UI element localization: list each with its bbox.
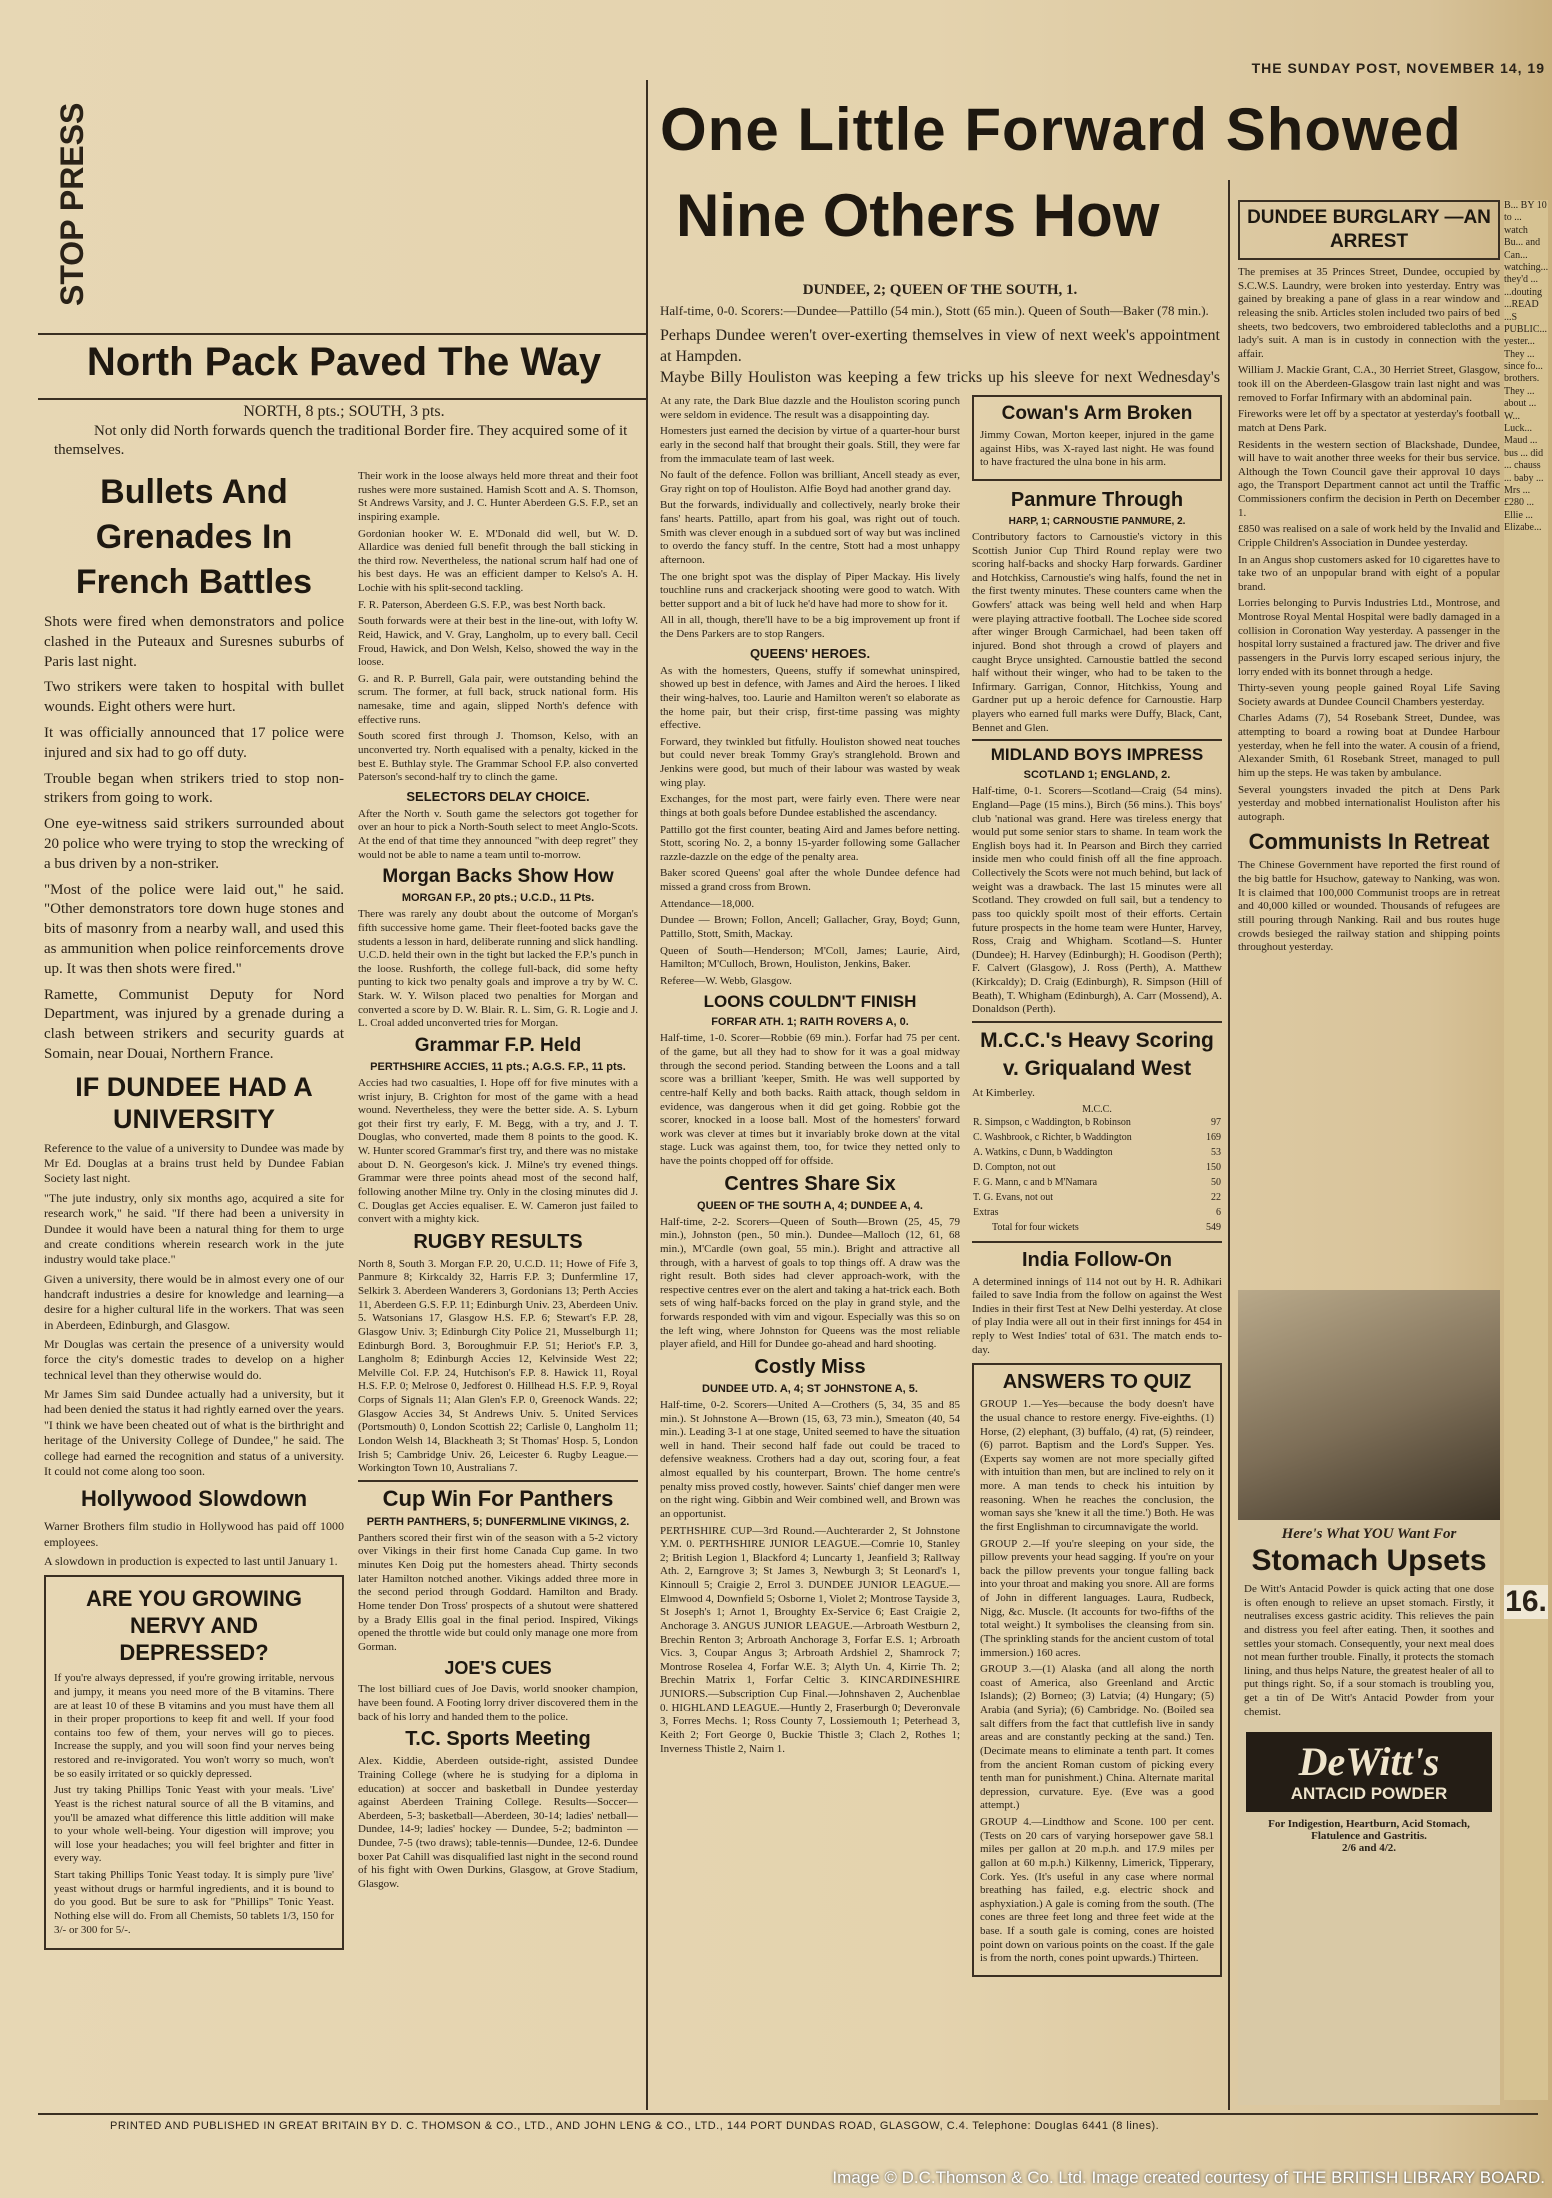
sports-column	[972, 395, 1222, 2110]
hollywood-body	[44, 1519, 344, 1569]
left-column	[44, 470, 344, 2105]
side-price: 16.	[1505, 1585, 1547, 1618]
mcc-batsman: A. Watkins, c Dunn, b Waddington	[973, 1146, 1113, 1158]
masthead	[1050, 60, 1545, 82]
cowan-text: Jimmy Cowan, Morton keeper, injured in the game against Hibs, was X-rayed last night. He was found to have fractured the ulna bone in his arm.	[980, 429, 1214, 469]
right-column	[1238, 200, 1500, 1270]
mcc-runs: 6	[1216, 1206, 1221, 1218]
paragraph: All in all, though, there'll have to be a big improvement up front if the Dens Parkers are to stop Rangers.	[660, 614, 960, 640]
match-report-column	[660, 395, 960, 2110]
mcc-batsman-row	[972, 1190, 1222, 1205]
mcc-batsman-row	[972, 1115, 1222, 1130]
mcc-batsman-row	[972, 1130, 1222, 1145]
dewitts-advert	[1238, 1290, 1500, 2105]
tc-text: Alex. Kiddie, Aberdeen outside-right, assisted Dundee Training College (where he is studying for a diploma in education) at soccer and basketball in Dundee yesterday against Aberdeen Training College. Results—Soccer—Aberdeen, 5-3; basketball—Aberdeen, 30-14; ladies' netball—Dundee, 14-9; ladies' hockey — Dundee, 5-2; badminton — Dundee, 7-5 (two draws); table-tennis—Dundee, 12-6. Dundee boxer Pat Cahill was disqualified last night in the second round of his fight with Owen Durkins, Glasgow, at Grove Stadium, Glasgow.	[358, 1755, 638, 1890]
paragraph: No fault of the defence. Follon was brilliant, Ancell steady as ever, Gray right on top of Houliston. Alfie Boyd had another grand day.	[660, 469, 960, 495]
paragraph: "The jute industry, only six months ago, acquired a site for research work," he said. "If there had been a university in Dundee it would have been a natural thing for them to urge and create conditions wherein research work in the jute industry would take place."	[44, 1190, 344, 1267]
panmure-headline: Panmure Through	[1010, 488, 1184, 511]
paragraph: One eye-witness said strikers surrounded about 20 police who were trying to stop the wrecking of a bus driven by a non-striker.	[44, 816, 344, 872]
mcc-place-text: At Kimberley.	[972, 1086, 1035, 1099]
paragraph: The premises at 35 Princes Street, Dundee, occupied by S.C.W.S. Laundry, were broken into yesterday. Entry was gained by breaking a pane of glass in a rear window and releasing the snib. Articles stolen included two pairs of bed sheets, two bedcovers, two embroidered tablecloths and a lady's suit. A man is in custody in connection with the affair.	[1238, 266, 1500, 360]
north-pack-score: NORTH, 8 pts.; SOUTH, 3 pts.	[243, 403, 445, 420]
paragraph: If you're always depressed, if you're growing irritable, nervous and jumpy, it means you need more of the B vitamins. There are at least 10 of these B vitamins and you must have them all in their proper proportions to keep fit and well. If your food contains too few of them, your nerves will go to pieces. Increase the supply, and you will soon find your nerves being restored and re-invigorated. You won't worry so much, won't be so easily irritated or so quickly depressed.	[54, 1672, 334, 1780]
yeast-advert	[44, 1575, 344, 1950]
paragraph: Perhaps Dundee weren't over-exerting themselves in view of next week's appointment at Hampden.	[660, 327, 1220, 366]
match-report	[660, 395, 960, 642]
mcc-batsman: T. G. Evans, not out	[973, 1191, 1054, 1203]
paragraph: Mr James Sim said Dundee actually had a university, but it had been denied the status it had rightly earned over the years. "I think we have been cheated out of what is the birthright and heritage of the University College of Dundee," he said. The college had earned the recognition and status of a university. It could not come along too soon.	[44, 1387, 344, 1478]
burglary-box	[1238, 200, 1500, 260]
paragraph: G. and R. P. Burrell, Gala pair, were outstanding behind the scrum. The former, at full back, struck national form. His namesake, time and again, slipped North's defence with effective runs.	[358, 672, 638, 726]
selectors-subhead: SELECTORS DELAY CHOICE.	[406, 788, 590, 804]
advert-photo	[1238, 1290, 1500, 1520]
paragraph: In an Angus shop customers asked for 10 cigarettes have to take two of an unpopular brand with eight of a popular brand.	[1238, 553, 1500, 593]
mcc-runs: 97	[1211, 1116, 1221, 1128]
mcc-batsman: C. Washbrook, c Richter, b Waddington	[973, 1131, 1132, 1143]
mcc-runs: 150	[1206, 1161, 1221, 1173]
cues-headline: JOE'S CUES	[444, 1658, 552, 1679]
mcc-batsman: F. G. Mann, c and b M'Namara	[973, 1176, 1098, 1188]
costly-score: DUNDEE UTD. A, 4; ST JOHNSTONE A, 5.	[702, 1382, 918, 1395]
rule	[38, 2113, 1538, 2115]
panmure-text: Contributory factors to Carnoustie's victory in this Scottish Junior Cup Third Round replay were two scoring half-backs and shocky Harp forwards. Gardiner and Hotchkiss, Carnoustie's wing halfs, found the net in the first twenty minutes. These counters came when the Gowfers' attack was being well held and when Harp were playing attractive football. The Lochee side scored after winger Brough Carmichael, had been taken off injured. Bond shot through a crowd of players and caught Bryce unsighted. Carnoustie battled the second half without their winger, who had to be taken to the Infirmary. Garrigan, Connor, Hitchkiss, Young and Gardner put up a heroic defence for Carnoustie. Harp players who earned full marks were Duffy, Black, Cant, Bennet and Glen.	[972, 530, 1222, 734]
paragraph: Just try taking Phillips Tonic Yeast with your meals. 'Live' Yeast is the richest natural source of all the B vitamins, and you'll be amazed what difference this little addition will make to your whole well-being. Your digestion will improve; you will lose your headaches; you will feel brighter and fitter in every way.	[54, 1784, 334, 1865]
paragraph: GROUP 2.—If you're sleeping on your side, the pillow prevents your head sagging. If you're on your back the pillow prevents your tongue falling back into your throat and making you snore. All are forms of John in different languages. Laura, Rudbeck, Nigg, &c. Muscle. (It accounts for two-fifths of the total weight.) It symbolises the cleansing from sin. (The sprinkling stands for the ancient custom of total immersion.) 160 acres.	[980, 1537, 1214, 1659]
university-body	[44, 1141, 344, 1480]
footer: PRINTED AND PUBLISHED IN GREAT BRITAIN BY D. C. THOMSON & CO., LTD., AND JOHN LENG & CO., LTD., 144 PORT DUNDAS ROAD, GLASGOW, C.4. Telephone: Douglas 6441 (8 lines).	[110, 2120, 1160, 2132]
midland-score: SCOTLAND 1; ENGLAND, 2.	[1023, 769, 1171, 782]
rule	[38, 333, 646, 335]
mcc-batsman: Extras	[973, 1206, 999, 1218]
paragraph: South scored first through J. Thomson, Kelso, with an unconverted try. North equalised with a penalty, kicked in the best E. Buthlay style. The Grammar School F.P. also converted Paterson's second-half try to clinch the game.	[358, 730, 638, 784]
mcc-runs: 53	[1211, 1146, 1221, 1158]
paragraph: Several youngsters invaded the pitch at Dens Park yesterday and mobbed internationalist Houliston after his autograph.	[1238, 783, 1500, 823]
main-headline-line1: One Little Forward Showed	[660, 96, 1462, 163]
midland-text: Half-time, 0-1. Scorers—Scotland—Craig (54 mins). England—Page (15 mins.), Birch (56 mins.). This boys' club 'national was grand. Here was tireless energy that would put some senior stars to shame. In team work the English boys had it. In Pearson and Birch they carried inside men who could finish off all the fine approach. Collectively the Scots were not much behind, but lack of weight was a drawback. The last 15 minutes were all Scotland. They crowded on full sail, but a tendency to pass too quickly spoilt most of their efforts. Certain future prospects in the home team were Hunter, Harvey, Ross, Craig and Whigham. Scotland—S. Hunter (Dundee); H. Harvey (Edinburgh); H. Goodison (Perth); F. Calvert (Glasgow), J. Ross (Perth), A. Matthew (Kirkcaldy); D. Craig (Edinburgh), R. Simpson (Hill of Beath), T. Whigham (Edinburgh), A. Carr (Mossend), A. Donaldson (Perth).	[972, 785, 1222, 1016]
paragraph: Thirty-seven young people gained Royal Life Saving Society awards at Dundee Council Chambers yesterday.	[1238, 682, 1500, 708]
mcc-total-value: 549	[1206, 1221, 1221, 1233]
paragraph: Reference to the value of a university to Dundee was made by Mr Ed. Douglas at a brains trust held by Dundee Fabian Society last night.	[44, 1140, 344, 1186]
burglary-headline: DUNDEE BURGLARY —AN ARREST	[1247, 207, 1491, 252]
paragraph: F. R. Paterson, Aberdeen G.S. F.P., was best North back.	[358, 598, 606, 611]
communists-headline: Communists In Retreat	[1248, 829, 1490, 855]
panmure-score: HARP, 1; CARNOUSTIE PANMURE, 2.	[1008, 515, 1186, 527]
mcc-place	[972, 1087, 1222, 1101]
match-report-2	[660, 665, 960, 989]
stop-press-label: STOP PRESS	[54, 102, 90, 306]
centres-headline: Centres Share Six	[724, 1172, 896, 1195]
column-rule	[646, 80, 648, 2110]
grammar-score: PERTHSHIRE ACCIES, 11 pts.; A.G.S. F.P., 11 pts.	[370, 1060, 626, 1073]
paragraph: Referee—W. Webb, Glasgow.	[660, 974, 792, 987]
paragraph: Dundee — Brown; Follon, Ancell; Gallacher, Gray, Boyd; Gunn, Pattillo, Stott, Smith, Mackay.	[660, 914, 960, 940]
midland-headline: MIDLAND BOYS IMPRESS	[990, 745, 1204, 765]
edge-strip	[1504, 200, 1548, 2100]
mcc-total-label: Total for four wickets	[992, 1221, 1079, 1233]
mcc-team: M.C.C.	[1082, 1103, 1112, 1115]
quiz-body	[980, 1398, 1214, 1966]
paragraph: Baker scored Queens' goal after the whole Dundee defence had missed a grand cross from Brown.	[660, 867, 960, 893]
dewitts-text: De Witt's Antacid Powder is quick acting that one dose is often enough to relieve an upset stomach. Firstly, it neutralises excess gastric acidity. This relieves the pain and distress you feel after eating. Then, it soothes and settles your stomach. Consequently, your next meal does not mean further trouble. Finally, it protects the stomach lining, and thus helps Nature, the greatest healer of all to put things right. So, if a sour stomach is troubling you, get a tin of De Witt's Antacid Powder from your chemist.	[1244, 1583, 1494, 1718]
main-headline-line2: Nine Others How	[676, 182, 1160, 249]
paragraph: Exchanges, for the most part, were fairly even. There were near things at both goals before Dundee established the ascendancy.	[660, 793, 960, 819]
india-text: A determined innings of 114 not out by H. R. Adhikari failed to save India from the follow on against the West Indies in their first Test at New Delhi yesterday. At close of play India were all out in their first innings for 454 in reply to West Indies' total of 631. The match ends to-day.	[972, 1275, 1222, 1356]
rugby-column	[358, 470, 638, 2110]
paragraph: Gordonian hooker W. E. M'Donald did well, but W. D. Allardice was denied full benefit through the ball sticking in the third row. Nevertheless, the national scrum half had one of his best days. He was an efficient damper to Kelso's A. H. Lochie with his split-second tackling.	[358, 527, 638, 594]
right-body	[1238, 266, 1500, 824]
panthers-score: PERTH PANTHERS, 5; DUNFERMLINE VIKINGS, 2.	[366, 1515, 630, 1528]
paragraph: Attendance—18,000.	[660, 897, 755, 910]
paragraph: Their work in the loose always held more threat and their foot rushes were more sustained. Hamish Scott and A. S. Thomson, St Andrews Varsity, and J. C. Hunter Aberdeen G.S. F.P., set an inspiring example.	[358, 470, 638, 523]
india-headline: India Follow-On	[1022, 1248, 1172, 1271]
paragraph: £850 was realised on a sale of work held by the Invalid and Cripple Children's Association in Dundee yesterday.	[1238, 523, 1500, 549]
paragraph: The one bright spot was the display of Piper Mackay. His lively touchline runs and crackerjack shooting were good to watch. With better support and a bit of luck he'd have had more to show for it.	[660, 570, 960, 610]
north-pack-continued	[358, 470, 638, 785]
yeast-body	[54, 1672, 334, 1937]
dewitts-body	[1238, 1579, 1500, 1726]
centres-score: QUEEN OF THE SOUTH A, 4; DUNDEE A, 4.	[697, 1199, 923, 1212]
paragraph: GROUP 1.—Yes—because the body doesn't have the usual chance to restore energy. Five-eighths. (1) Horse, (2) elephant, (3) buffalo, (4) rat, (5) reindeer, (6) parrot. Baptism and the Lord's Supper. Yes. (Experts say women are not more specially gifted with intuition than men, but are inclined to rely on it more. A man tends to check his intuition by reasoning. When he reaches the conclusion, the woman says she 'knew it all the time.') Both. He was the first Englishman to circumnavigate the world.	[980, 1398, 1214, 1533]
mcc-batsman: D. Compton, not out	[973, 1161, 1056, 1173]
mcc-batsman-row	[972, 1205, 1222, 1220]
paragraph: Two strikers were taken to hospital with bullet wounds. Eight others were hurt.	[44, 679, 344, 716]
paragraph: GROUP 4.—Lindthow and Scone. 100 per cent. (Tests on 20 cars of varying horsepower gave 58.1 miles per gallon at 20 m.p.h. and 17.9 miles per gallon at 60 m.p.h.) Kilkenny, Limerick, Tipperary, Cork. Yes. (It's useful in any case where normal breathing has failed, e.g. electric shock and asphyxiation.) A gale is coming from the south. (The cones are three feet long and three feet wide at the base. If a south gale is coming, cones are hoisted point down on various points on the coast. If the gale is from the north, cones point upwards.) Thirteen.	[980, 1816, 1214, 1965]
paragraph: Shots were fired when demonstrators and police clashed in the Puteaux and Suresnes suburbs of Paris last night.	[44, 614, 344, 670]
cowan-box	[972, 395, 1222, 481]
quiz-headline: ANSWERS TO QUIZ	[1002, 1371, 1192, 1394]
paragraph: It was officially announced that 17 police were injured and six had to go off duty.	[44, 724, 344, 761]
paragraph: Homesters just earned the decision by virtue of a quarter-hour burst early in the second half that brought their goals. Still, they were far from the immaculate team of last week.	[660, 425, 960, 465]
quiz-box	[972, 1363, 1222, 1977]
mcc-total-row	[972, 1220, 1222, 1235]
paragraph: As with the homesters, Queens, stuffy if somewhat uninspired, showed up best in defence, with James and Aird the heroes. I liked their wing-halves, too. Laurie and Hamilton weren't so elaborate as the home pair, but their crisp, first-time passing was mighty effective.	[660, 664, 960, 732]
mcc-headline: M.C.C.'s Heavy Scoring v. Griqualand West	[980, 1028, 1214, 1080]
paragraph: South forwards were at their best in the line-out, with lofty W. Reid, Hawick, and V. Gray, Langholm, up to every ball. Cecil Froud, Hawick, and Don Welsh, Kelso, showed the way in the loose.	[358, 615, 638, 669]
dewitts-pack	[1246, 1732, 1492, 1812]
costly-headline: Costly Miss	[754, 1355, 866, 1378]
grammar-headline: Grammar F.P. Held	[414, 1034, 582, 1056]
paragraph: Queen of South—Henderson; M'Coll, James; Laurie, Aird, Hamilton; M'Culloch, Brown, Houliston, Jenkins, Baker.	[660, 944, 960, 971]
morgan-text: There was rarely any doubt about the outcome of Morgan's fifth successive home game. Their fleet-footed backs gave the students a lesson in hard, deliberate running and slick handling. U.C.D. held their own in the tight but lacked the F.P.'s punch in the loose. Rushforth, the college full-back, did some hefty punting to kick two penalty goals and improve a try by W. C. Stark. W. Y. Wilson placed two penalties for Morgan and converted a score by D. W. Blair. R. L. Sim, G. R. Logie and J. L. Croal added unconverted tries for Morgan.	[358, 908, 638, 1030]
dewitts-price: 2/6 and 4/2.	[1341, 1842, 1397, 1855]
mcc-batsman-row	[972, 1175, 1222, 1190]
main-score: DUNDEE, 2; QUEEN OF THE SOUTH, 1.	[802, 282, 1078, 298]
north-pack-lead: Not only did North forwards quench the traditional Border fire. They acquired some of it themselves.	[54, 423, 628, 458]
communists-text: The Chinese Government have reported the first round of the big battle for Hsuchow, gateway to Nanking, was won. It is claimed that 100,000 Communist troops are in retreat and 40,000 killed or wounded. Thousands of refugees are still pouring through Nanking. Rail and bus routes huge crowds besieged the railway station and shipping points throughout yesterday.	[1238, 859, 1500, 954]
mcc-runs: 169	[1206, 1131, 1221, 1143]
paragraph: GROUP 3.—(1) Alaska (and all along the north coast of America, also Greenland and Arctic Islands); (2) Borneo; (3) Latvia; (4) Hungary; (5) Arabia (and Syria); (6) Cambridge. No. (Boiled sea salt differs from the fact that cuttlefish live in sandy areas and are constantly pecking at the sand.) Ten. (Decimate means to eliminate a tenth part. It comes from the ancient Roman custom of picking every tenth man for punishment.) China. Alternate marital depression, curvature. Eye. (Eve was a good attempt.)	[980, 1663, 1214, 1812]
north-pack-headline: North Pack Paved The Way	[86, 340, 602, 384]
paragraph: At any rate, the Dark Blue dazzle and the Houliston scoring punch were seldom in evidence. The result was a disappointing day.	[660, 395, 960, 421]
paragraph: Lorries belonging to Purvis Industries Ltd., Montrose, and Montrose Royal Mental Hospital were badly damaged in a collision in Coronation Way yesterday. A passenger in the hospital lorry sustained a fractured jaw. The driver and five passengers in the Purvis lorry escaped serious injury, the lorry ended with its bonnet through a hedge.	[1238, 597, 1500, 678]
credit-line: Image © D.C.Thomson & Co. Ltd. Image created courtesy of THE BRITISH LIBRARY BOARD.	[832, 2168, 1545, 2187]
bullets-headline: Bullets And Grenades In French Battles	[75, 473, 313, 601]
yeast-headline: ARE YOU GROWING NERVY AND DEPRESSED?	[86, 1586, 302, 1666]
loons-text: Half-time, 1-0. Scorer—Robbie (69 min.). Forfar had 75 per cent. of the game, but all they had to show for it was a goal midway through the second period. Standing between the Loons and a tall score was a brilliant 'keeper, Smith. He was well supported by centre-half Kelly and both backs. Raith attack, though seldom in evidence, was dangerous when it did get going. Robbie got the scorer, knocked in a loose ball. Most of the homesters' forward work was clever at times but it invariably broke down at the vital stage. Luck was against them, too, for twice they netted only to have the points chopped off for offside.	[660, 1032, 960, 1167]
bullets-body	[44, 613, 344, 1065]
mcc-batsman-row	[972, 1145, 1222, 1160]
hollywood-headline: Hollywood Slowdown	[80, 1486, 308, 1512]
edge-strip-text: B... BY 10 to ... watch Bu... and Can... watching... they'd ... ...douting ...READ ...S PUBLIC... yester... They ... since fo... brothers. They ... about ... W... Luck... Maud ... bus ... did ... chauss ... baby ... Mrs ... £280 ... Ellie ... Elizabe...	[1504, 200, 1548, 534]
paragraph: Pattillo got the first counter, beating Aird and James before netting. Stott, scoring No. 2, a bonny 15-yarder following some Gallacher razzle-dazzle on the edge of the penalty area.	[660, 823, 960, 863]
paragraph: Maybe Billy Houliston was keeping a few tricks up his sleeve for next Wednesday's	[660, 369, 1220, 387]
dewitts-tagline: Here's What YOU Want For	[1281, 1526, 1457, 1542]
paragraph: Trouble began when strikers tried to stop non-strikers from going to work.	[44, 770, 344, 807]
mcc-scorecard	[972, 1115, 1222, 1235]
paragraph: Residents in the western section of Blackshade, Dundee, will have to wait another three weeks for their bus service. Although the Town Council gave their approval 10 days ago, the Transport Department cannot act until the Traffic Commissioners confirm the decision in Perth on December 1.	[1238, 438, 1500, 519]
paragraph: A slowdown in production is expected to last until January 1.	[44, 1554, 338, 1568]
rugby-results-text: North 8, South 3. Morgan F.P. 20, U.C.D. 11; Howe of Fife 3, Panmure 8; Kirkcaldy 32, Harris F.P. 3; Dunfermline 17, Selkirk 3. Aberdeen Wanderers 3, Gordonians 13; Perth Accies 11, Aberdeen G.S. F.P. 11; Edinburgh Univ. 23, Aberdeen Univ. 5. Watsonians 17, Glasgow H.S. F.P. 6; Stewart's F.P. 28, Glasgow Univ. 3; Edinburgh City Police 21, Musselburgh 11; Edinburgh Bord. 3, Boroughmuir F.P. 51; Heriot's F.P. 3, Langholm 8; Edinburgh Accies 12, Kelvinside West 22; Melville Col. F.P. 24, Hutchison's F.P. 8. Hawick 11, Royal H.S. F.P. 0; Melrose 0, Jedforest 0. Hillhead H.S. F.P. 9, Royal Corps of Signals 11; Alan Glen's F.P. 0, Greenock Wands. 22; Glasgow Accies 34, St Andrews Univ. 5. United Services (Portsmouth) 0, London Scottish 22; Carlisle 0, Langholm 11; London Welsh 14, Blackheath 3; St Thomas' Hosp. 5, London Irish 5; Cambridge Univ. 26, Leicester 6. Rugby League.—Workington Town 10, Australians 7.	[358, 1257, 638, 1475]
costly-text: Half-time, 0-2. Scorers—United A—Crothers (5, 34, 35 and 85 min.). St Johnstone A—Brown (15, 63, 73 min.), Smeaton (40, 54 min.). Leading 3-1 at one stage, United seemed to have the situation well in hand. Their second half fade out could be traced to defensive weakness. Crothers had a day out, scoring four, a feat almost equalled by his counterpart, Brown. The home centre's penalty miss proved costly, however. Saints' chief danger men were on the right wing. Gibbin and Weir combined well, and Brown was an opportunist.	[660, 1398, 960, 1520]
loons-score: FORFAR ATH. 1; RAITH ROVERS A, 0.	[711, 1016, 909, 1029]
mcc-batsman: R. Simpson, c Waddington, b Robinson	[973, 1116, 1131, 1128]
university-headline: IF DUNDEE HAD A UNIVERSITY	[75, 1071, 313, 1134]
north-pack-article	[44, 340, 644, 398]
tc-headline: T.C. Sports Meeting	[405, 1728, 591, 1751]
selectors-text: After the North v. South game the selectors got together for over an hour to pick a North-South select to meet Anglo-Scots. At the end of that time they announced "with deep regret" they would not be able to name a team until to-morrow.	[358, 807, 638, 861]
cues-text: The lost billiard cues of Joe Davis, world snooker champion, have been found. A Footing lorry driver discovered them in the back of his lorry and handed them to the police.	[358, 1683, 638, 1723]
dewitts-headline: Stomach Upsets	[1251, 1544, 1487, 1577]
stop-press	[50, 100, 90, 310]
paragraph: Half-time, 0-0. Scorers:—Dundee—Pattillo (54 min.), Stott (65 min.). Queen of South—Baker (78 min.).	[660, 303, 1209, 318]
cowan-headline: Cowan's Arm Broken	[1001, 403, 1193, 424]
paragraph: "Most of the police were laid out," he said. "Other demonstrators tore down huge stones and bits of masonry from a nearby wall, and used this as ammunition when police reinforcements drove up. It was then shots were fired."	[44, 881, 344, 977]
grammar-text: Accies had two casualties, I. Hope off for five minutes with a wrist injury, B. Crighton for most of the game with a head wound. Nevertheless, they were the better side. A. S. Lyburn got their first try early, F. M. Begg, with a try, and J. T. Douglas, who converted, made them 8 points to the good. K. W. Hunter scored Grammar's first try, and there was no mistake about D. N. Georgeson's kick. J. Milne's try evened things. Grammar were three points ahead most of the second half, following another Milne try. Only in the closing minutes did J. C. Douglas get Accies equaliser. E. W. Cameron just failed to convert with a mighty kick.	[358, 1076, 638, 1226]
paragraph: Forward, they twinkled but fitfully. Houliston showed neat touches but could never break Tommy Gray's stranglehold. Brown and Jenkins were good, but much of their labour was wasted by weak wing play.	[660, 735, 960, 789]
mcc-batsman-row	[972, 1160, 1222, 1175]
mcc-runs: 50	[1211, 1176, 1221, 1188]
dewitts-product: ANTACID POWDER	[1290, 1784, 1448, 1804]
main-intro	[660, 302, 1220, 392]
mcc-runs: 22	[1211, 1191, 1221, 1203]
dewitts-brand: DeWitt's	[1298, 1739, 1440, 1785]
panthers-text: Panthers scored their first win of the season with a 5-2 victory over Vikings in their first home Canada Cup game. In two minutes Ken Doig put the homesters ahead. Thirty seconds later Hamilton notched another. Vikings added three more in the second period through Goddard. Hamilton and Brady. Home tender Don Tross' prospects of a shutout were shattered by a Brady Ellis goal in the final period. Inspired, Vikings opened the throttle wide but could only manage one more from Gorman.	[358, 1531, 638, 1653]
paragraph: Charles Adams (7), 54 Rosebank Street, Dundee, was attempting to board a rowing boat at Dundee Harbour yesterday, when he fell into the water. A cousin of a friend, Alexander Smith, 61 Rosebank Street, managed to pull him up the steps. He was taken by ambulance.	[1238, 712, 1500, 779]
paragraph: But the forwards, individually and collectively, nearly broke their fans' hearts. Pattillo, apart from his goal, was right out of touch. Smith was clever enough in a subdued sort of way but was inclined to overdo the fancy stuff. In the centre, Stott had a most unhappy afternoon.	[660, 499, 960, 566]
junior-results-text: PERTHSHIRE CUP—3rd Round.—Auchterarder 2, St Johnstone Y.M. 0. PERTHSHIRE JUNIOR LEAGUE.—Comrie 10, Stanley 2; British Legion 1, Blackford 4; Luncarty 1, Jeanfield 3; Rallway Ath. 2, Earngrove 3; St James 3, Newburgh 3; St Leonard's 1, Kinnoull 5; Craigie 2, Errol 3. DUNDEE JUNIOR LEAGUE.—Elmwood 4, Downfield 5; Osborne 1, Violet 2; Montrose Tayside 3, St Joseph's 1; Arnot 1, Broughty Ex-Service 6; East Craigie 2, Anchorage 3. ANGUS JUNIOR LEAGUE.—Arbroath Westburn 2, Brechin Renton 3; Arbroath Anchorage 3, Forfar E.S. 1; Arbroath Vics. 3, Coupar Angus 3; Arbroath Ardshiel 2, Shamrock 7; Montrose Roselea 4, Forfar W.E. 3; Alyth Un. 4, Kirrie Th. 2; Brechin Matrix 1, Forfar Celtic 3. KINCARDINESHIRE JUNIORS.—Subscription Cup Final.—Johnshaven 2, Auchenblae 0. HIGHLAND LEAGUE.—Huntly 2, Fraserburgh 0; Deveronvale 3, Forres Mechs. 1; Ross County 7, Lossiemouth 1; Peterhead 3, Keith 2; Fort George 0, Buckie Thistle 3; Clach 2, Rothes 1; Inverness Thistle 2, Nairn 1.	[660, 1524, 960, 1755]
paragraph: Warner Brothers film studio in Hollywood has paid off 1000 employees.	[44, 1519, 344, 1549]
rule	[38, 398, 646, 400]
dewitts-uses: For Indigestion, Heartburn, Acid Stomach, Flatulence and Gastritis.	[1268, 1818, 1470, 1843]
paragraph: Mr Douglas was certain the presence of a university would force the city's domestic trades to develop on a higher technical level than they otherwise would do.	[44, 1337, 344, 1382]
masthead-text: THE SUNDAY POST, NOVEMBER 14, 19	[1251, 60, 1545, 76]
centres-text: Half-time, 2-2. Scorers—Queen of South—Brown (25, 45, 79 min.), Johnston (pen., 50 min.). Dundee—Malloch (12, 61, 68 min.), M'Cardle (own goal, 55 min.). Bright and attractive all through, with a harvest of goals to top things off. A draw was the right result. Both sides had clever approach-work, with the respective centres ever on the alert and taking a hat-trick each. Both sets of wing half-backs forced on the play in grand style, and the forwards responded with vim and vigour. Especially was this so on the left wing, where Johnston for Queens was the most reliable player afield, and Hill for Dundee go-ahead and hard shooting.	[660, 1215, 960, 1351]
paragraph: Ramette, Communist Deputy for Nord Department, was injured by a grenade during a clash between strikers and security guards at Somain, near Douai, Northern France.	[44, 986, 344, 1062]
panthers-headline: Cup Win For Panthers	[382, 1485, 614, 1511]
rugby-results-headline: RUGBY RESULTS	[413, 1230, 583, 1253]
column-rule	[1228, 180, 1230, 2110]
paragraph: Given a university, there would be in almost every one of our handcraft industries a desire for knowledge and learning—a desire for a higher cultural life in the workers. That was seen in Aberdeen, Edinburgh, and Glasgow.	[44, 1271, 344, 1332]
loons-headline: LOONS COULDN'T FINISH	[703, 992, 917, 1012]
morgan-score: MORGAN F.P., 20 pts.; U.C.D., 11 Pts.	[401, 892, 595, 905]
queens-subhead: QUEENS' HEROES.	[749, 645, 871, 661]
paragraph: Start taking Phillips Tonic Yeast today. It is simply pure 'live' yeast without drugs or harmful ingredients, and it is bound to do you good. But be sure to ask for "Phillips" Tonic Yeast. Nothing else will do. From all Chemists, 50 tablets 1/3, 150 for 3/- or 300 for 5/-.	[54, 1869, 334, 1936]
paragraph: William J. Mackie Grant, C.A., 30 Herriet Street, Glasgow, took ill on the Aberdeen-Glasgow train last night and was removed to Forfar Infirmary with an abdominal pain.	[1238, 364, 1500, 404]
paragraph: Fireworks were let off by a spectator at yesterday's football match at Dens Park.	[1238, 408, 1500, 434]
morgan-headline: Morgan Backs Show How	[382, 866, 614, 888]
